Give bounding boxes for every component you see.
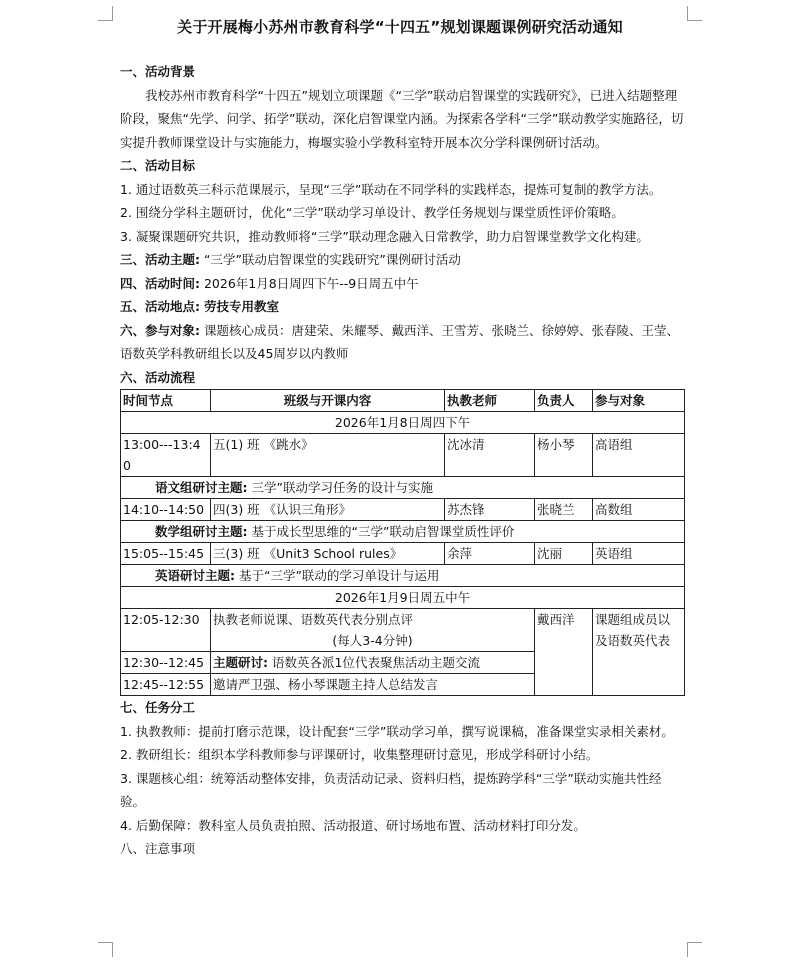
topic-discussion-label: 主题研讨: [213, 655, 268, 670]
english-topic-row [121, 565, 685, 587]
row-time: 12:05-12:30 [121, 609, 211, 652]
theme-label: 三、活动主题: [120, 252, 200, 267]
row-time: 13:00---13:40 [121, 434, 211, 477]
table-row [121, 565, 685, 587]
goal-item: 3. 凝聚课题研究共识，推动教师将“三学”联动理念融入日常教学，助力启智课堂教学文化构建。 [120, 228, 649, 244]
table-row [121, 543, 685, 565]
row-content-line-2: (每人3-4分钟) [332, 633, 413, 648]
goal-item: 2. 围绕分学科主题研讨，优化“三学”联动学习单设计、教学任务规划与课堂质性评价策略。 [120, 205, 624, 220]
english-topic-text: 基于“三学”联动的学习单设计与运用 [238, 568, 440, 583]
row-teacher: 余萍 [445, 543, 535, 565]
english-topic-label: 英语研讨主题: [155, 568, 235, 583]
day-1-header: 2026年1月8日周四下午 [121, 412, 685, 434]
row-time: 12:30--12:45 [121, 652, 211, 674]
document-body [120, 60, 685, 861]
crop-mark-bottom-right [687, 942, 702, 957]
row-group: 课题组成员以及语数英代表 [593, 609, 685, 696]
crop-mark-bottom-left [98, 942, 113, 957]
row-time: 14:10--14:50 [121, 499, 211, 521]
row-lead: 沈丽 [535, 543, 593, 565]
time-value: 2026年1月8日周四下午--9日周五中午 [203, 275, 419, 291]
row-time: 15:05--15:45 [121, 543, 211, 565]
task-item: 4. 后勤保障：教科室人员负责拍照、活动报道、研讨场地布置、活动材料打印分发。 [120, 817, 586, 833]
location-line [120, 295, 685, 319]
table-header-row [121, 390, 685, 412]
schedule-table [120, 389, 685, 696]
location-value: 劳技专用教室 [203, 299, 279, 314]
time-label: 四、活动时间: [120, 275, 200, 291]
header-group: 参与对象 [593, 390, 685, 412]
chinese-topic-row [121, 477, 685, 499]
row-content [211, 609, 535, 652]
row-content: 五(1) 班 《跳水》 [211, 434, 445, 477]
row-group: 高数组 [593, 499, 685, 521]
chinese-topic-text: 三学”联动学习任务的设计与实施 [251, 480, 433, 495]
row-group: 高语组 [593, 434, 685, 477]
goal-item: 1. 通过语数英三科示范课展示，呈现“三学”联动在不同学科的实践样态，提炼可复制的教学方法。 [120, 181, 662, 197]
location-label: 五、活动地点: [120, 299, 200, 314]
math-topic-label: 数学组研讨主题: [155, 524, 248, 539]
row-teacher: 苏杰锋 [445, 499, 535, 521]
row-lead: 杨小琴 [535, 434, 593, 477]
row-content: 四(3) 班 《认识三角形》 [211, 499, 445, 521]
row-lead: 张晓兰 [535, 499, 593, 521]
table-row [121, 434, 685, 477]
participants-line [120, 319, 685, 366]
section-heading-tasks: 七、任务分工 [120, 700, 196, 715]
task-item: 2. 教研组长：组织本学科教师参与评课研讨，收集整理研讨意见，形成学科研讨小结。 [120, 747, 599, 762]
row-teacher: 沈冰清 [445, 434, 535, 477]
section-heading-notes: 八、注意事项 [120, 841, 196, 856]
row-group: 英语组 [593, 543, 685, 565]
table-row [121, 412, 685, 434]
header-time: 时间节点 [121, 390, 211, 412]
row-content: 邀请严卫强、杨小琴课题主持人总结发言 [211, 674, 535, 696]
task-item: 3. 课题核心组：统筹活动整体安排，负责活动记录、资料归档，提炼跨学科“三学”联动实施共性经验。 [120, 770, 662, 809]
theme-value: “三学”联动启智课堂的实践研究”课例研讨活动 [203, 252, 461, 267]
theme-line [120, 248, 685, 272]
table-row [121, 609, 685, 652]
header-teacher: 执教老师 [445, 390, 535, 412]
row-time: 12:45--12:55 [121, 674, 211, 696]
header-content: 班级与开课内容 [211, 390, 445, 412]
math-topic-row [121, 521, 685, 543]
section-heading-process: 六、活动流程 [120, 369, 196, 385]
task-item: 1. 执教教师：提前打磨示范课，设计配套“三学”联动学习单，撰写说课稿，准备课堂实录相关素材。 [120, 723, 674, 739]
section-heading-background: 一、活动背景 [120, 64, 196, 79]
table-row [121, 587, 685, 609]
background-paragraph: 我校苏州市教育科学“十四五”规划立项课题《“三学”联动启智课堂的实践研究》，已进入结题整理阶段，聚焦“先学、问学、拓学”联动，深化启智课堂内涵。为探索各学科“三学”联动教学实施路径，切实提升教师课堂设计与实施能力，梅堰实验小学教科室特开展本次分学科课例研讨活动。 [120, 87, 684, 150]
math-topic-text: 基于成长型思维的“三学”联动启智课堂质性评价 [251, 524, 515, 539]
table-row [121, 477, 685, 499]
row-lead: 戴西洋 [535, 609, 593, 696]
document-title: 关于开展梅小苏州市教育科学“十四五”规划课题课例研究活动通知 [177, 18, 623, 36]
table-row [121, 521, 685, 543]
row-content: 三(3) 班 《Unit3 School rules》 [211, 543, 445, 565]
row-content-line-1: 执教老师说课、语数英代表分别点评 [213, 612, 414, 627]
row-content [211, 652, 535, 674]
day-2-header: 2026年1月9日周五中午 [121, 587, 685, 609]
time-line [120, 272, 685, 296]
participants-label: 六、参与对象: [120, 322, 200, 338]
section-heading-goals: 二、活动目标 [120, 158, 196, 173]
topic-discussion-text: 语数英各派1位代表聚焦活动主题交流 [271, 655, 480, 670]
chinese-topic-label: 语文组研讨主题: [155, 480, 248, 495]
participants-value: 课题核心成员：唐建荣、朱耀琴、戴西洋、王雪芳、张晓兰、徐婷婷、张春陵、王莹、语数英学科教研组长以及45周岁以内教师 [120, 322, 679, 361]
header-lead: 负责人 [535, 390, 593, 412]
table-row [121, 499, 685, 521]
